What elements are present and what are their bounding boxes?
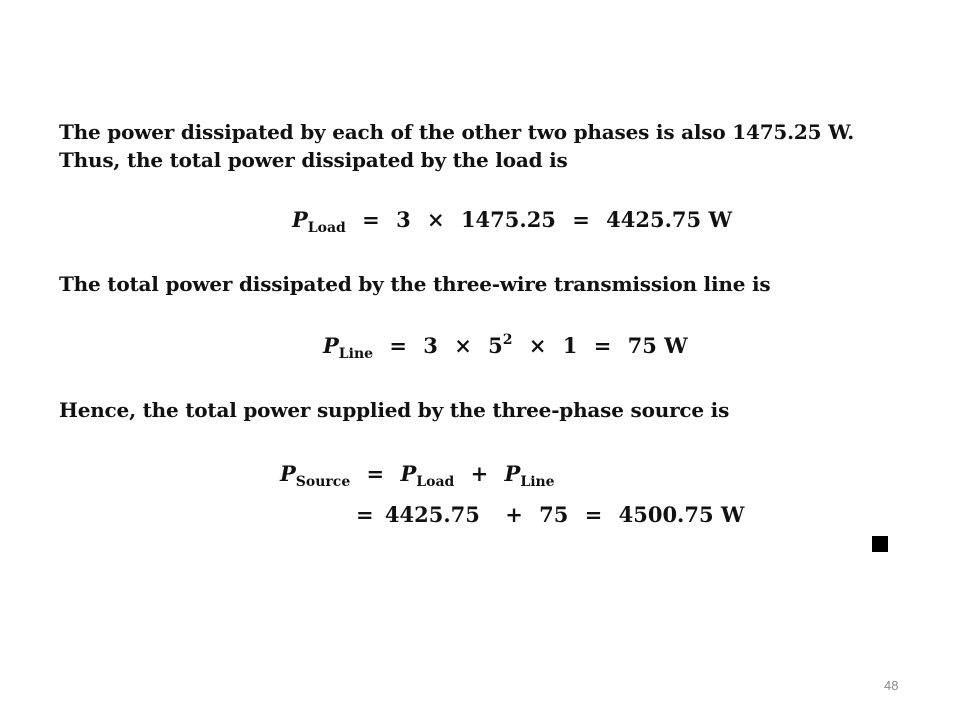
equation-source-power-line2	[356, 502, 745, 527]
qed-square-icon	[872, 536, 888, 552]
eq-subscript: Line	[520, 474, 555, 490]
paragraph-source-intro: Hence, the total power supplied by the three-phase source is	[59, 398, 730, 422]
eq-term: 4425.75	[384, 502, 480, 527]
eq-operator: =	[389, 333, 407, 358]
eq-result: 4425.75 W	[606, 207, 733, 232]
eq-symbol: P	[292, 207, 308, 232]
eq-subscript: Load	[307, 220, 346, 236]
eq-operator: =	[362, 207, 380, 232]
eq-symbol: P	[280, 461, 296, 486]
eq-subscript: Line	[338, 346, 374, 362]
eq-term: 5	[488, 333, 503, 358]
eq-operator: ×	[528, 333, 547, 358]
eq-symbol: P	[504, 461, 521, 486]
eq-term: 1475.25	[460, 207, 556, 232]
eq-result: 4500.75 W	[618, 502, 745, 527]
eq-operator: ×	[454, 333, 472, 358]
equation-source-power-line1	[280, 461, 555, 490]
eq-term: 1	[562, 333, 578, 358]
equation-load-power	[292, 207, 733, 236]
eq-symbol: P	[400, 461, 417, 486]
eq-exponent: 2	[502, 332, 513, 348]
eq-operator: =	[572, 207, 590, 232]
page-number: 48	[884, 678, 899, 693]
eq-term: 3	[396, 207, 411, 232]
paragraph-line-intro: The total power dissipated by the three-wire transmission line is	[59, 272, 771, 296]
eq-term: 75	[539, 502, 569, 527]
eq-operator: +	[505, 502, 523, 527]
eq-operator: ×	[427, 207, 445, 232]
eq-symbol: P	[323, 333, 339, 358]
eq-subscript: Load	[416, 474, 455, 490]
eq-operator: =	[366, 461, 385, 486]
paragraph-load-intro: The power dissipated by each of the other two phases is also 1475.25 W. Thus, the total power dissipated by the load is	[59, 120, 854, 172]
eq-term: 3	[423, 333, 438, 358]
eq-operator: +	[470, 461, 489, 486]
eq-operator: =	[356, 502, 374, 527]
eq-operator: =	[584, 502, 603, 527]
eq-subscript: Source	[295, 474, 351, 490]
eq-result: 75 W	[627, 333, 688, 358]
eq-operator: =	[593, 333, 612, 358]
equation-line-power	[323, 332, 688, 362]
